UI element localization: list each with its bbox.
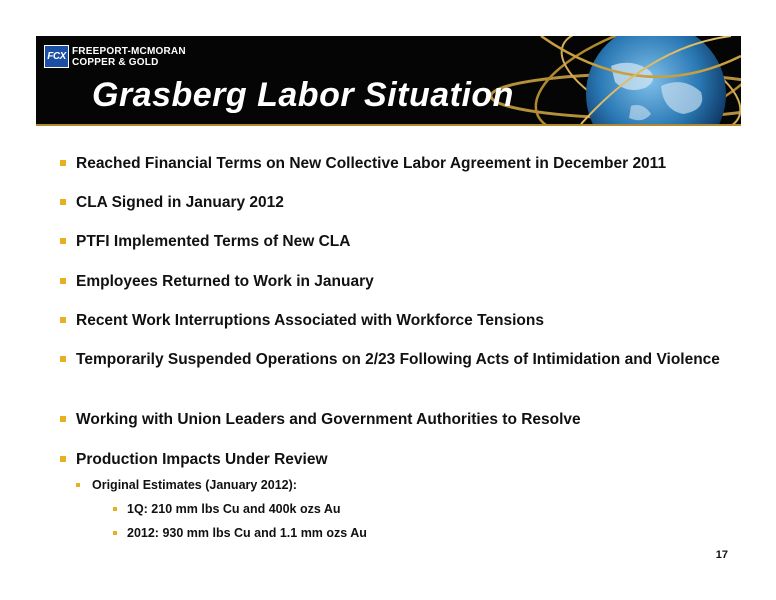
bullet-item xyxy=(60,154,720,174)
sub-sub-bullet-text: 1Q: 210 mm lbs Cu and 400k ozs Au xyxy=(127,502,341,516)
fcx-logo-mark: FCX xyxy=(44,45,69,68)
bullet-marker xyxy=(60,456,66,462)
bullet-text: Reached Financial Terms on New Collective Labor Agreement in December 2011 xyxy=(76,155,667,172)
bullet-marker xyxy=(60,160,66,166)
bullet-text: Recent Work Interruptions Associated with Workforce Tensions xyxy=(76,312,544,329)
page-number: 17 xyxy=(715,549,728,561)
bullet-marker xyxy=(60,278,66,284)
bullet-item xyxy=(60,311,720,331)
bullet-marker xyxy=(60,199,66,205)
bullet-item xyxy=(60,193,720,213)
bullet-marker xyxy=(60,416,66,422)
bullet-item xyxy=(60,232,720,252)
bullet-marker xyxy=(60,238,66,244)
slide-title: Grasberg Labor Situation xyxy=(92,76,514,114)
bullet-marker xyxy=(60,317,66,323)
bullet-item xyxy=(60,410,720,430)
bullet-text: Production Impacts Under Review xyxy=(76,451,328,468)
bullet-marker xyxy=(60,356,66,362)
sub-bullet-item xyxy=(76,477,297,493)
bullet-text: Temporarily Suspended Operations on 2/23 Following Acts of Intimidation and Violence xyxy=(76,351,720,368)
sub-sub-bullet-item xyxy=(113,525,367,541)
bullet-text: Working with Union Leaders and Government Authorities to Resolve xyxy=(76,411,581,428)
sub-sub-bullet-marker xyxy=(113,531,117,535)
bullet-item xyxy=(60,272,720,292)
bullet-item xyxy=(60,450,720,470)
sub-sub-bullet-item xyxy=(113,501,341,517)
sub-bullet-marker xyxy=(76,483,80,487)
bullet-text: CLA Signed in January 2012 xyxy=(76,194,284,211)
sub-bullet-text: Original Estimates (January 2012): xyxy=(92,478,297,492)
logo-line-2: COPPER & GOLD xyxy=(72,56,159,68)
sub-sub-bullet-marker xyxy=(113,507,117,511)
bullet-item xyxy=(60,350,720,370)
bullet-text: Employees Returned to Work in January xyxy=(76,273,374,290)
logo-line-1: FREEPORT-MCMORAN xyxy=(72,45,186,57)
sub-sub-bullet-text: 2012: 930 mm lbs Cu and 1.1 mm ozs Au xyxy=(127,526,367,540)
bullet-text: PTFI Implemented Terms of New CLA xyxy=(76,233,351,250)
